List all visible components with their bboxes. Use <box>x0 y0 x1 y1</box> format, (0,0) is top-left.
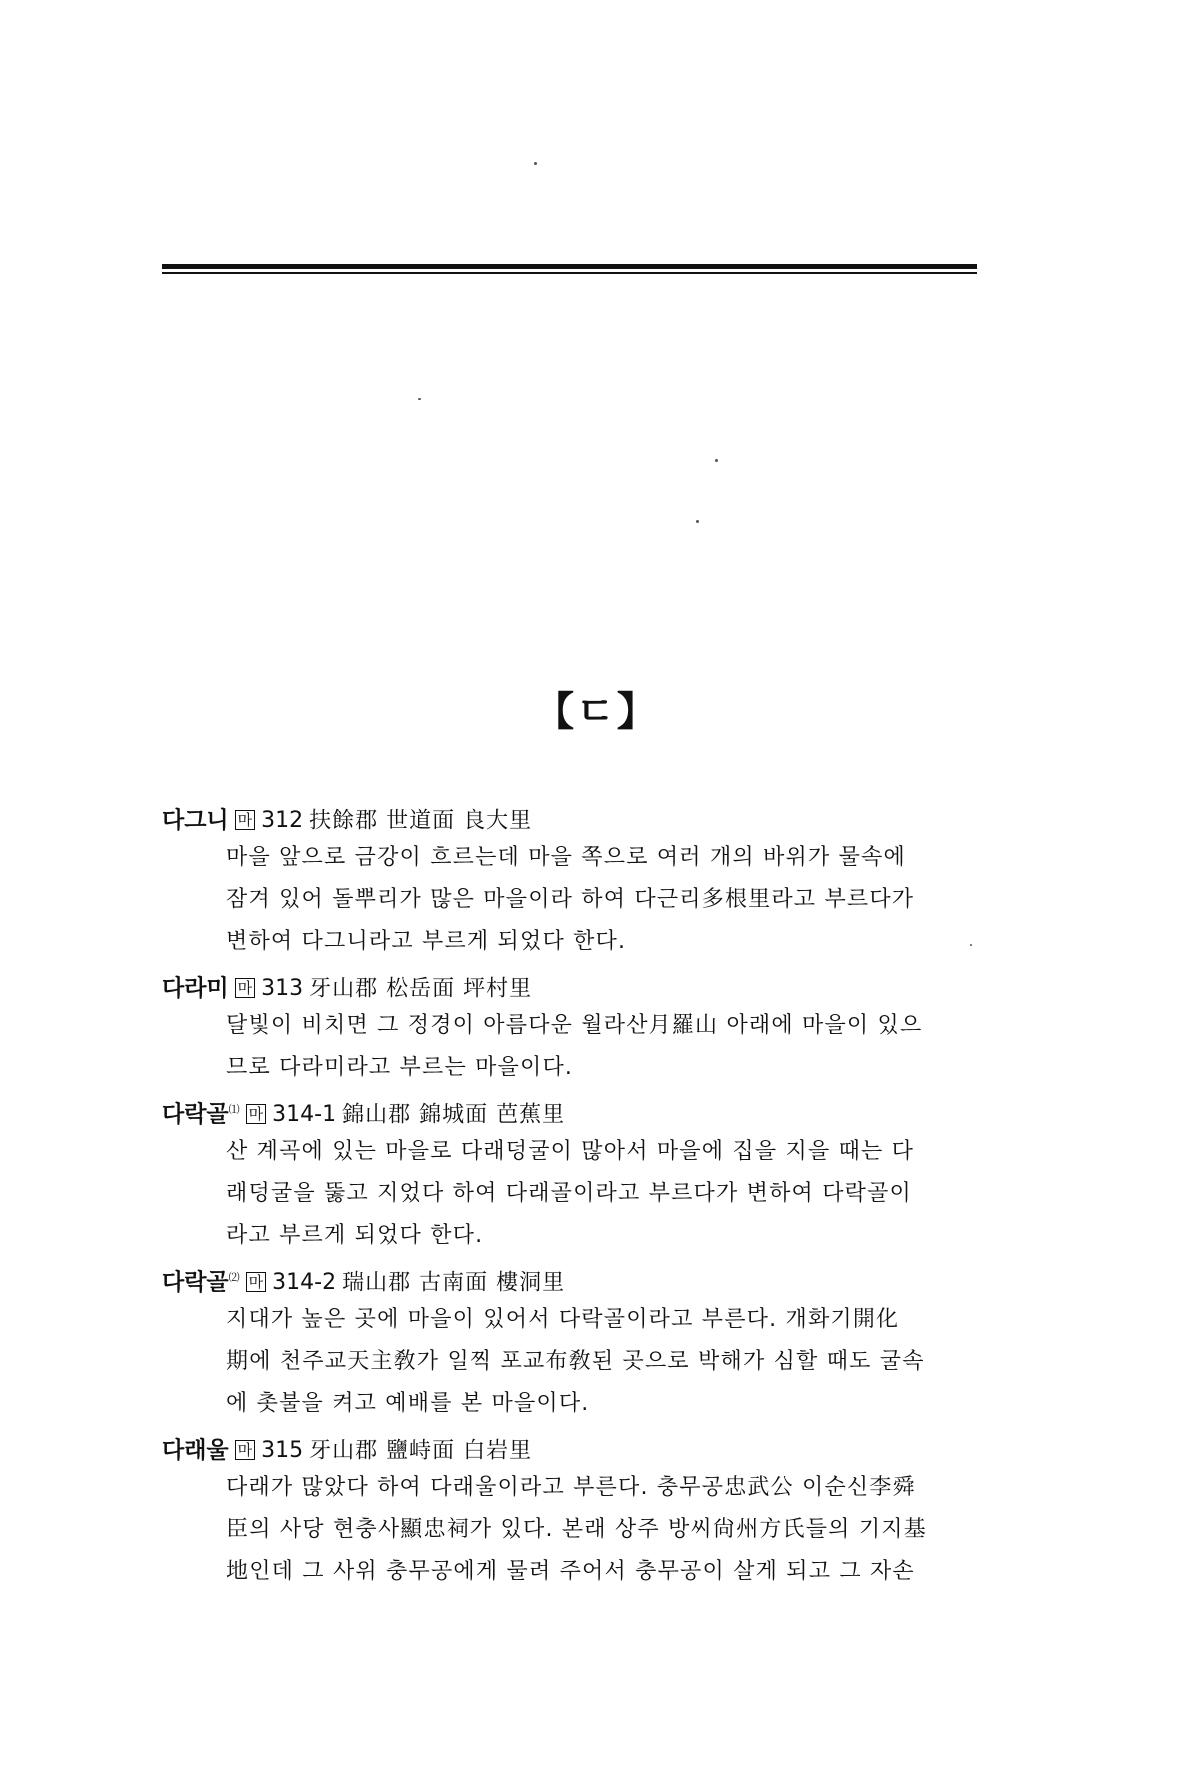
entry-text-line: 변하여 다그니라고 부르게 되었다 한다. <box>226 929 627 954</box>
header-rule <box>162 264 977 274</box>
entry-location: 瑞山郡 古南面 樓洞里 <box>342 1270 566 1296</box>
entry <box>162 795 992 963</box>
entry-code: 315 <box>261 1438 304 1464</box>
entry-description <box>162 837 992 963</box>
entry-text-line: 산 계곡에 있는 마을로 다래덩굴이 많아서 마을에 집을 지을 때는 다 <box>226 1139 915 1164</box>
entry-description <box>162 1299 992 1425</box>
entry <box>162 1257 992 1425</box>
entry-heading <box>162 795 992 837</box>
entry-heading <box>162 1089 992 1131</box>
entry-text-line: 마을 앞으로 금강이 흐르는데 마을 쪽으로 여러 개의 바위가 물속에 <box>226 845 906 870</box>
entry-text-line: 잠겨 있어 돌뿌리가 많은 마을이라 하여 다근리多根里라고 부르다가 <box>226 887 915 912</box>
entry-type-tag: 마 <box>246 1104 267 1124</box>
entry-text-line: 地인데 그 사위 충무공에게 물려 주어서 충무공이 살게 되고 그 자손 <box>226 1559 915 1584</box>
entry-number: ⑴ <box>228 1103 240 1116</box>
entry-description <box>162 1005 992 1089</box>
entry-text-line: 달빛이 비치면 그 정경이 아름다운 월라산月羅山 아래에 마을이 있으 <box>226 1013 923 1038</box>
entry-type-tag: 마 <box>235 810 256 830</box>
entry-type-tag: 마 <box>246 1272 267 1292</box>
entry-heading <box>162 963 992 1005</box>
entry-type-tag: 마 <box>235 978 256 998</box>
entry-name: 다락골 <box>162 1269 229 1296</box>
header-rule-thin <box>162 272 977 274</box>
entry-text-line: 다래가 많았다 하여 다래울이라고 부른다. 충무공忠武公 이순신李舜 <box>226 1475 916 1500</box>
scan-speck <box>715 459 718 462</box>
entry-location: 牙山郡 鹽峙面 白岩里 <box>309 1438 533 1464</box>
section-title: 【ㄷ】 <box>534 689 659 735</box>
entry-type-tag: 마 <box>235 1440 256 1460</box>
entry-heading <box>162 1425 992 1467</box>
entry-number: ⑵ <box>228 1271 240 1284</box>
entry-name: 다라미 <box>162 975 229 1002</box>
entry <box>162 1089 992 1257</box>
entry <box>162 1425 992 1593</box>
entry-name: 다래울 <box>162 1437 229 1464</box>
entry-description <box>162 1131 992 1257</box>
entry-heading <box>162 1257 992 1299</box>
entry-code: 313 <box>261 976 304 1002</box>
entry-list <box>162 795 992 1593</box>
entry-text-line: 라고 부르게 되었다 한다. <box>226 1223 484 1248</box>
scan-speck <box>418 398 421 400</box>
entry-location: 扶餘郡 世道面 良大里 <box>309 808 533 834</box>
entry-location: 錦山郡 錦城面 芭蕉里 <box>342 1102 566 1128</box>
entry-code: 312 <box>261 808 304 834</box>
entry-text-line: 에 촛불을 켜고 예배를 본 마을이다. <box>226 1391 590 1416</box>
scan-speck <box>534 162 537 165</box>
entry-text-line: 지대가 높은 곳에 마을이 있어서 다락골이라고 부른다. 개화기開化 <box>226 1307 900 1332</box>
entry-name: 다그니 <box>162 807 229 834</box>
entry-code: 314-1 <box>272 1102 337 1128</box>
scan-speck <box>696 520 699 523</box>
entry-description <box>162 1467 992 1593</box>
entry-name: 다락골 <box>162 1101 229 1128</box>
entry <box>162 963 992 1089</box>
entry-text-line: 므로 다라미라고 부르는 마을이다. <box>226 1055 574 1080</box>
entry-text-line: 래덩굴을 뚫고 지었다 하여 다래골이라고 부르다가 변하여 다락골이 <box>226 1181 913 1206</box>
entry-code: 314-2 <box>272 1270 337 1296</box>
entry-location: 牙山郡 松岳面 坪村里 <box>309 976 533 1002</box>
entry-text-line: 期에 천주교天主敎가 일찍 포교布敎된 곳으로 박해가 심할 때도 굴속 <box>226 1349 925 1374</box>
header-rule-thick <box>162 264 977 269</box>
entry-text-line: 臣의 사당 현충사顯忠祠가 있다. 본래 상주 방씨尙州方氏들의 기지基 <box>226 1517 927 1542</box>
